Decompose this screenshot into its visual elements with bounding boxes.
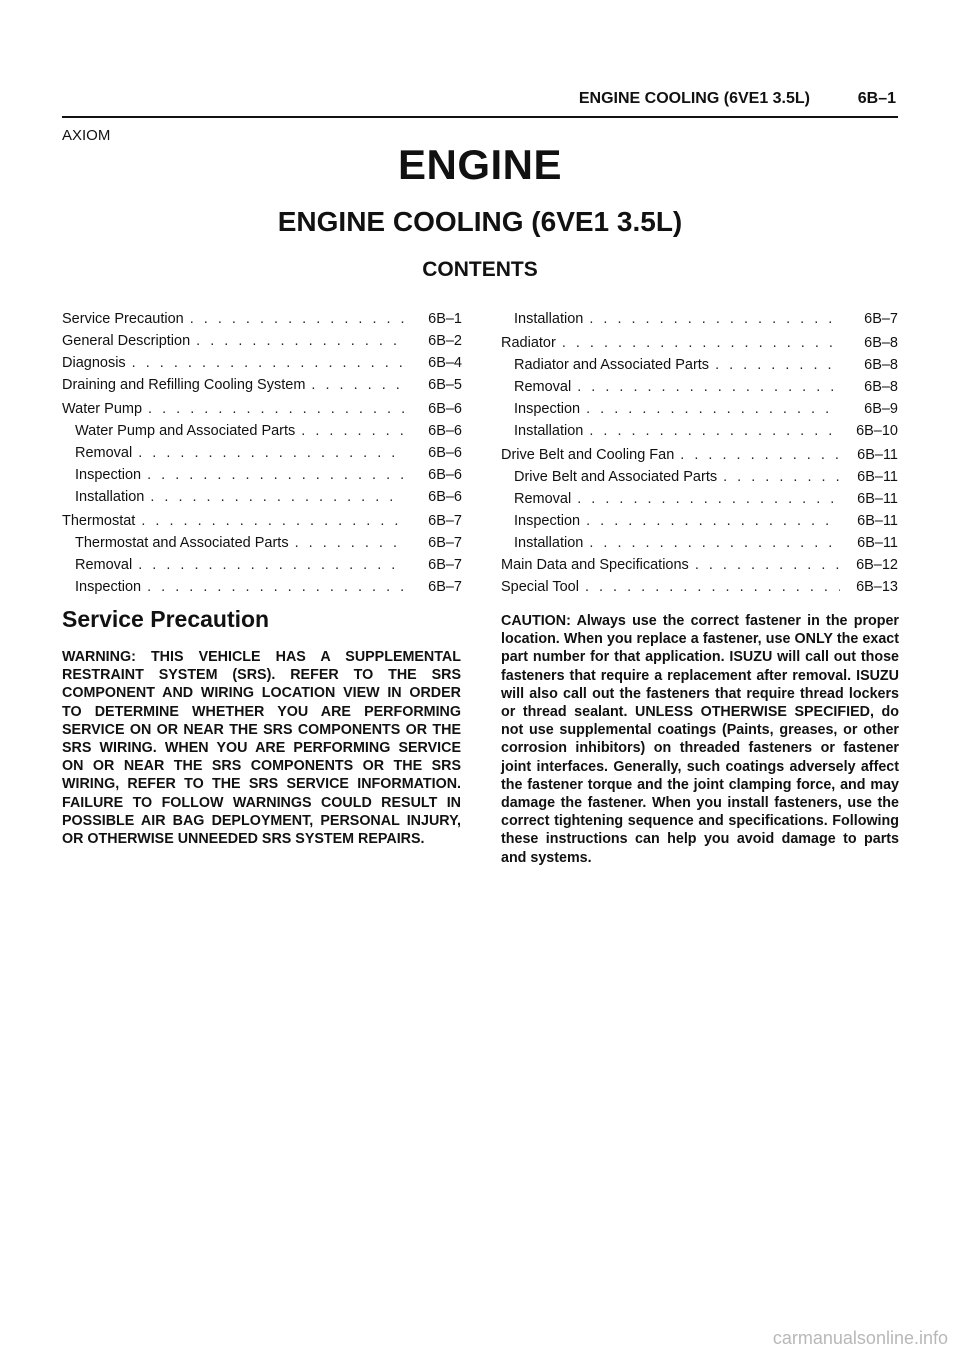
toc-subentry[interactable] <box>501 529 898 551</box>
toc-leader-dots <box>715 357 840 373</box>
toc-subentry[interactable] <box>62 573 462 595</box>
toc-entry-page: 6B–11 <box>857 535 898 551</box>
toc-entry-text: Installation <box>75 489 145 505</box>
toc-entry-text: Special Tool <box>501 579 579 595</box>
toc-subentry[interactable] <box>62 417 462 439</box>
toc-leader-dots <box>190 311 404 327</box>
brand-label: AXIOM <box>62 127 111 144</box>
toc-entry-page: 6B–4 <box>428 355 462 371</box>
toc-subentry[interactable] <box>501 417 898 439</box>
toc-left-column <box>62 305 462 595</box>
toc-leader-dots <box>295 535 404 551</box>
toc-leader-dots <box>680 447 840 463</box>
toc-entry-page: 6B–7 <box>428 513 462 529</box>
toc-entry-page: 6B–12 <box>856 557 898 573</box>
toc-entry-text: Thermostat <box>62 513 136 529</box>
toc-subentry[interactable] <box>501 395 898 417</box>
toc-entry-text: Main Data and Specifications <box>501 557 689 573</box>
toc-entry-text: Radiator <box>501 335 556 351</box>
toc-entry-text: Drive Belt and Cooling Fan <box>501 447 675 463</box>
toc-entry-text: Water Pump <box>62 401 143 417</box>
toc-entry-page: 6B–11 <box>857 447 898 463</box>
toc-entry-text: Diagnosis <box>62 355 126 371</box>
toc-entry-text: Water Pump and Associated Parts <box>75 423 296 439</box>
toc-entry-page: 6B–13 <box>856 579 898 595</box>
toc-leader-dots <box>132 355 404 371</box>
toc-entry-text: Service Precaution <box>62 311 184 327</box>
toc-entry[interactable] <box>501 329 898 351</box>
toc-entry[interactable] <box>501 441 898 463</box>
toc-subentry[interactable] <box>62 529 462 551</box>
toc-entry-text: Installation <box>514 535 584 551</box>
toc-leader-dots <box>577 491 840 507</box>
toc-leader-dots <box>586 513 840 529</box>
toc-entry[interactable] <box>62 327 462 349</box>
toc-entry-page: 6B–6 <box>428 401 462 417</box>
toc-leader-dots <box>138 445 404 461</box>
toc-entry-page: 6B–8 <box>864 335 898 351</box>
toc-entry-text: General Description <box>62 333 191 349</box>
toc-entry-page: 6B–8 <box>864 357 898 373</box>
toc-right-column <box>501 305 898 595</box>
toc-leader-dots <box>147 467 404 483</box>
toc-leader-dots <box>585 579 840 595</box>
toc-leader-dots <box>589 311 840 327</box>
toc-entry-text: Inspection <box>75 467 142 483</box>
toc-subentry[interactable] <box>501 485 898 507</box>
toc-entry-text: Radiator and Associated Parts <box>514 357 710 373</box>
toc-leader-dots <box>589 535 840 551</box>
toc-entry-page: 6B–9 <box>864 401 898 417</box>
toc-entry-text: Installation <box>514 311 584 327</box>
toc-entry[interactable] <box>501 573 898 595</box>
toc-entry[interactable] <box>62 395 462 417</box>
toc-subentry[interactable] <box>501 463 898 485</box>
toc-entry-page: 6B–7 <box>428 579 462 595</box>
toc-subentry[interactable] <box>501 351 898 373</box>
toc-entry-text: Inspection <box>514 401 581 417</box>
srs-warning-text: WARNING: THIS VEHICLE HAS A SUPPLEMENTAL RESTRAINT SYSTEM (SRS). REFER TO THE SRS COMPONENT AND WIRING LOCATION VIEW IN ORDER TO DETERMINE WHETHER YOU ARE PERFORMING SERVICE ON OR NEAR THE SRS COMPONENTS OR THE SRS WIRING. WHEN YOU ARE PERFORMING SERVICE ON OR NEAR THE SRS COMPONENTS OR THE SRS WIRING, REFER TO THE SRS SERVICE INFORMATION. FAILURE TO FOLLOW WARNINGS COULD RESULT IN POSSIBLE AIR BAG DEPLOYMENT, PERSONAL INJURY, OR OTHERWISE UNNEEDED SRS SYSTEM REPAIRS. <box>62 649 461 848</box>
toc-entry-text: Inspection <box>514 513 581 529</box>
toc-entry[interactable] <box>62 349 462 371</box>
watermark: carmanualsonline.info <box>772 1328 948 1348</box>
toc-leader-dots <box>147 579 404 595</box>
toc-leader-dots <box>148 401 404 417</box>
toc-entry-text: Draining and Refilling Cooling System <box>62 377 306 393</box>
toc-subentry[interactable] <box>501 507 898 529</box>
toc-leader-dots <box>586 401 840 417</box>
header-title: ENGINE COOLING (6VE1 3.5L) <box>578 90 810 107</box>
toc-entry-page: 6B–6 <box>428 445 462 461</box>
chapter-title: ENGINE COOLING (6VE1 3.5L) <box>277 206 683 237</box>
toc-entry-page: 6B–6 <box>428 489 462 505</box>
toc-entry-page: 6B–11 <box>857 469 898 485</box>
toc-entry-text: Thermostat and Associated Parts <box>75 535 289 551</box>
toc-entry-text: Inspection <box>75 579 142 595</box>
toc-entry-page: 6B–5 <box>428 377 462 393</box>
toc-entry-page: 6B–11 <box>857 491 898 507</box>
toc-entry-text: Drive Belt and Associated Parts <box>514 469 718 485</box>
page-header <box>62 88 898 118</box>
contents-title: CONTENTS <box>422 258 538 281</box>
toc-leader-dots <box>577 379 840 395</box>
toc-leader-dots <box>150 489 404 505</box>
fastener-caution-text: CAUTION: Always use the correct fastener in the proper location. When you replace a fastener, use ONLY the exact part number for that application. ISUZU will call out those fasteners that require a replacement after removal. ISUZU will also call out the fasteners that require thread lockers or thread sealant. UNLESS OTHERWISE SPECIFIED, do not use supplemental coatings (Paints, greases, or other corrosion inhibitors) on threaded fasteners or fastener joint interfaces. Generally, such coatings adversely affect the fastener torque and the joint clamping force, and may damage the fastener. When you install fasteners, use the correct tightening sequence and specifications. Following these instructions can help you avoid damage to parts and systems. <box>501 613 899 866</box>
toc-entry[interactable] <box>62 507 462 529</box>
toc-leader-dots <box>138 557 404 573</box>
toc-entry-page: 6B–1 <box>428 311 462 327</box>
toc-entry-text: Removal <box>75 557 133 573</box>
service-precaution-heading: Service Precaution <box>62 606 270 632</box>
toc-entry-page: 6B–7 <box>864 311 898 327</box>
toc-entry-page: 6B–7 <box>428 535 462 551</box>
toc-leader-dots <box>196 333 404 349</box>
toc-leader-dots <box>141 513 404 529</box>
toc-entry-text: Installation <box>514 423 584 439</box>
toc-subentry[interactable] <box>501 305 898 327</box>
toc-entry[interactable] <box>501 551 898 573</box>
toc-leader-dots <box>301 423 404 439</box>
toc-entry-page: 6B–2 <box>428 333 462 349</box>
toc-entry-page: 6B–8 <box>864 379 898 395</box>
toc-subentry[interactable] <box>62 439 462 461</box>
toc-entry[interactable] <box>62 305 462 327</box>
toc-leader-dots <box>311 377 404 393</box>
toc-leader-dots <box>695 557 840 573</box>
toc-entry-page: 6B–10 <box>856 423 898 439</box>
toc-entry-text: Removal <box>75 445 133 461</box>
toc-subentry[interactable] <box>62 461 462 483</box>
toc-entry-page: 6B–6 <box>428 423 462 439</box>
toc-leader-dots <box>723 469 840 485</box>
toc-entry-page: 6B–7 <box>428 557 462 573</box>
toc-leader-dots <box>562 335 840 351</box>
toc-entry[interactable] <box>62 371 462 393</box>
section-title: ENGINE <box>397 141 563 188</box>
toc-entry-text: Removal <box>514 379 572 395</box>
toc-leader-dots <box>589 423 840 439</box>
toc-entry-page: 6B–6 <box>428 467 462 483</box>
toc-subentry[interactable] <box>62 483 462 505</box>
header-page-number: 6B–1 <box>857 90 896 107</box>
toc-entry-page: 6B–11 <box>857 513 898 529</box>
toc-entry-text: Removal <box>514 491 572 507</box>
toc-subentry[interactable] <box>62 551 462 573</box>
toc-subentry[interactable] <box>501 373 898 395</box>
